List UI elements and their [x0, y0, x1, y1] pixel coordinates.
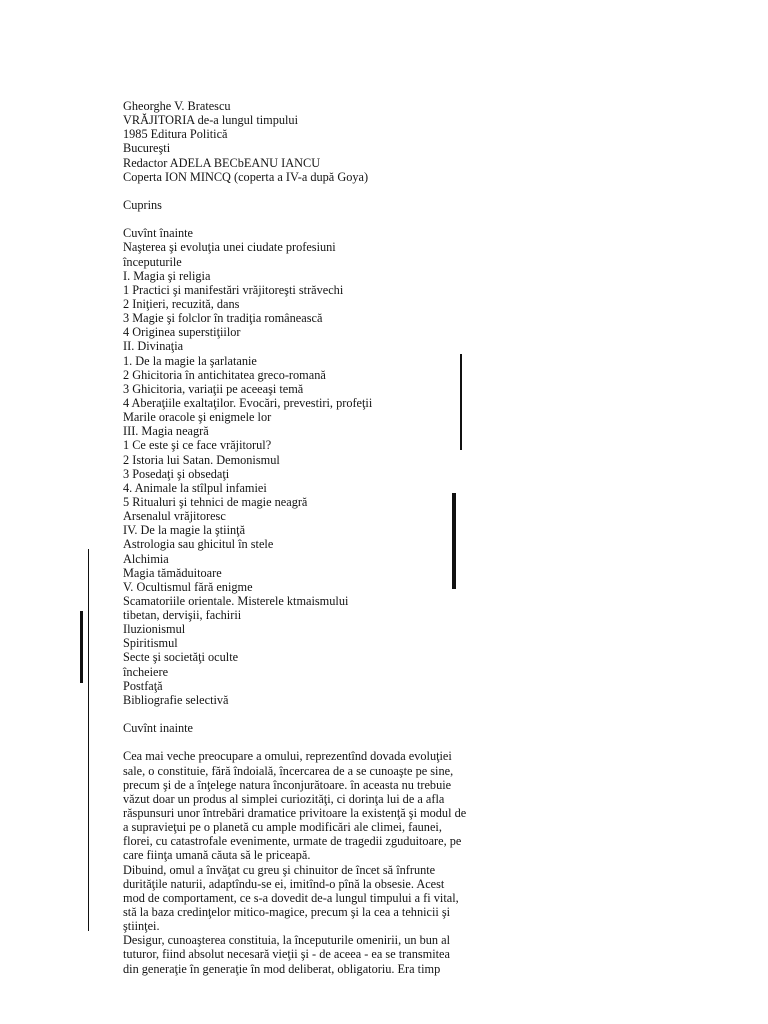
- body-line: durităţile naturii, adaptîndu-se ei, imitînd-o pînă la obsesie. Acest: [123, 876, 445, 891]
- toc-entry: tibetan, dervişii, fachirii: [123, 608, 242, 623]
- toc-entry: 3 Posedaţi şi obsedaţi: [123, 466, 230, 481]
- toc-entry: II. Divinaţia: [123, 339, 184, 354]
- toc-entry: Scamatoriile orientale. Misterele ktmaismului: [123, 593, 349, 608]
- toc-entry: Cuvînt înainte: [123, 226, 194, 241]
- spacer: [123, 212, 503, 226]
- editor-line: Redactor ADELA BECbEANU IANCU: [123, 155, 321, 170]
- publisher-line: 1985 Editura Politică: [123, 127, 228, 142]
- body-line: care fiinţa umană căuta să le priceapă.: [123, 848, 311, 863]
- margin-bar-left-thin: [88, 549, 89, 931]
- body-line: tuturor, fiind absolut necesară vieţii şi - de aceea - ea se transmitea: [123, 947, 450, 962]
- toc-entry: Magia tămăduitoare: [123, 565, 222, 580]
- body-line: Dibuind, omul a învăţat cu greu şi chinuitor de încet să înfrunte: [123, 862, 436, 877]
- document-page: [123, 99, 503, 976]
- toc-entry: 5 Ritualuri şi tehnici de magie neagră: [123, 494, 308, 509]
- toc-entry: 1 Practici şi manifestări vrăjitoreşti străvechi: [123, 282, 344, 297]
- toc-entry: 1 Ce este şi ce face vrăjitorul?: [123, 438, 272, 453]
- toc-entry: Astrologia sau ghicitul în stele: [123, 537, 274, 552]
- toc-entry: V. Ocultismul fără enigme: [123, 579, 253, 594]
- table-of-contents: [123, 226, 503, 707]
- toc-entry: începuturile: [123, 254, 182, 269]
- toc-entry: Spiritismul: [123, 636, 178, 651]
- toc-entry: încheiere: [123, 664, 169, 679]
- toc-entry: Marile oracole şi enigmele lor: [123, 410, 272, 425]
- toc-entry: 1. De la magie la şarlatanie: [123, 353, 257, 368]
- book-title-line: VRĂJITORIA de-a lungul timpului: [123, 113, 298, 128]
- toc-entry: Bibliografie selectivă: [123, 692, 229, 707]
- section-title: Cuvînt inainte: [123, 721, 194, 736]
- toc-entry: III. Magia neagră: [123, 424, 209, 439]
- body-line: stă la baza credinţelor mitico-magice, precum şi la cea a tehnicii şi: [123, 905, 451, 920]
- toc-entry: 4 Aberaţiile exaltaţilor. Evocări, prevestiri, profeţii: [123, 395, 373, 410]
- body-text: [123, 749, 503, 975]
- toc-entry: Alchimia: [123, 551, 169, 566]
- body-line: văzut doar un produs al simplei curiozităţi, ci dorinţa lui de a afla: [123, 791, 445, 806]
- body-line: a supravieţui pe o planetă cu ample modificări ale climei, faunei,: [123, 820, 442, 835]
- body-line: precum şi de a înţelege natura înconjurătoare. în aceasta nu trebuie: [123, 777, 452, 792]
- body-line: din generaţie în generaţie în mod deliberat, obligatoriu. Era timp: [123, 961, 441, 976]
- body-line: Cea mai veche preocupare a omului, reprezentînd dovada evoluţiei: [123, 749, 452, 764]
- margin-bar-left-thick: [80, 611, 83, 683]
- city-line: Bucureşti: [123, 141, 171, 156]
- toc-entry: 2 Istoria lui Satan. Demonismul: [123, 452, 280, 467]
- spacer: [123, 184, 503, 198]
- toc-entry: Secte şi societăţi oculte: [123, 650, 239, 665]
- toc-entry: 3 Magie şi folclor în tradiţia românească: [123, 311, 323, 326]
- spacer: [123, 707, 503, 721]
- toc-entry: Postfaţă: [123, 678, 163, 693]
- body-line: răspunsuri unor întrebări dramatice privitoare la existenţă şi modul de: [123, 806, 467, 821]
- toc-entry: Iluzionismul: [123, 622, 186, 637]
- toc-entry: I. Magia şi religia: [123, 268, 211, 283]
- toc-entry: Naşterea şi evoluţia unei ciudate profesiuni: [123, 240, 336, 255]
- toc-entry: Arsenalul vrăjitoresc: [123, 509, 226, 524]
- toc-entry: 2 Iniţieri, recuzită, dans: [123, 296, 240, 311]
- header-block: [123, 99, 503, 184]
- body-line: sale, o constituie, fără îndoială, încercarea de a se cunoaşte pe sine,: [123, 763, 454, 778]
- toc-title: Cuprins: [123, 197, 162, 212]
- toc-entry: 4 Originea superstiţiilor: [123, 325, 241, 340]
- cover-credit-line: Coperta ION MINCQ (coperta a IV-a după Goya): [123, 169, 369, 184]
- toc-entry: 3 Ghicitoria, variaţii pe aceeaşi temă: [123, 381, 304, 396]
- toc-entry: 4. Animale la stîlpul infamiei: [123, 480, 267, 495]
- author-line: Gheorghe V. Bratescu: [123, 99, 231, 113]
- body-line: Desigur, cunoaşterea constituia, la începuturile omenirii, un bun al: [123, 933, 450, 948]
- toc-entry: IV. De la magie la ştiinţă: [123, 523, 246, 538]
- body-line: ştiinţei.: [123, 919, 160, 934]
- body-line: mod de comportament, ce s-a dovedit de-a lungul timpului a fi vital,: [123, 890, 459, 905]
- body-line: florei, cu catastrofale evenimente, urmate de tragedii zguduitoare, pe: [123, 834, 462, 849]
- toc-entry: 2 Ghicitoria în antichitatea greco-romană: [123, 367, 326, 382]
- spacer: [123, 735, 503, 749]
